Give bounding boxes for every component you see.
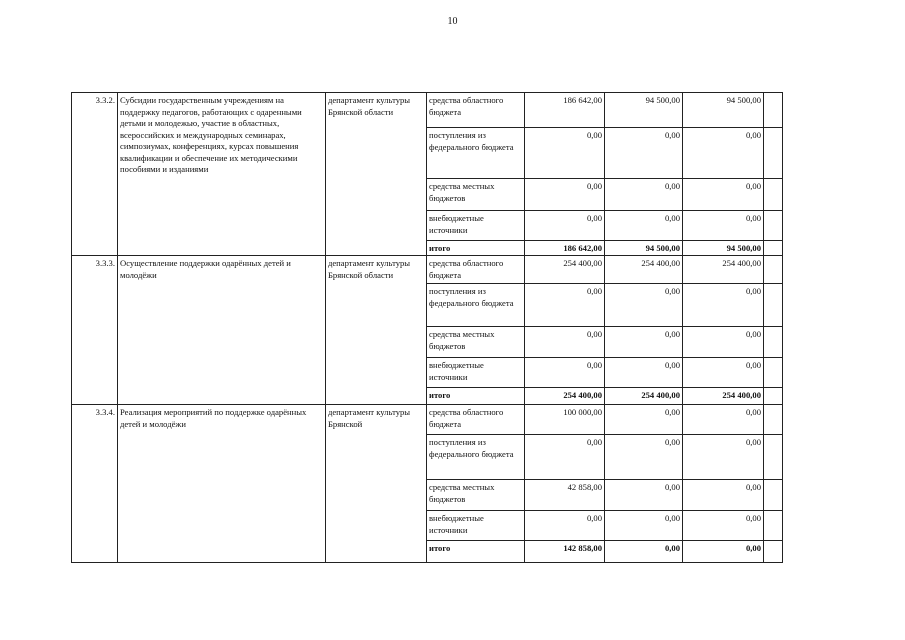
empty-cell	[764, 93, 783, 128]
value-cell: 94 500,00	[605, 93, 683, 128]
total-value: 94 500,00	[683, 241, 764, 256]
item-name: Субсидии государственным учреждениям на поддержку педагогов, работающих с одаренными детьми и молодежью, участие в областных, всероссийских и международных семинарах, симпозиумах, конференциях, курсах повышения квалификации и обеспечение их методическими пособиями и изданиями	[118, 93, 326, 256]
value-cell: 0,00	[683, 435, 764, 480]
empty-cell	[764, 211, 783, 241]
source-label: поступления из федерального бюджета	[427, 128, 525, 179]
empty-cell	[764, 179, 783, 211]
value-cell: 0,00	[683, 211, 764, 241]
table-row	[72, 256, 783, 284]
value-cell: 186 642,00	[525, 93, 605, 128]
value-cell: 0,00	[605, 284, 683, 327]
table-row	[72, 405, 783, 435]
empty-cell	[764, 327, 783, 358]
source-label: внебюджетные источники	[427, 358, 525, 388]
total-value: 186 642,00	[525, 241, 605, 256]
item-department: департамент культуры Брянской области	[326, 93, 427, 256]
item-name: Реализация мероприятий по поддержке одарённых детей и молодёжи	[118, 405, 326, 563]
value-cell: 0,00	[605, 435, 683, 480]
value-cell: 0,00	[525, 284, 605, 327]
value-cell: 0,00	[683, 327, 764, 358]
empty-cell	[764, 541, 783, 563]
source-label: средства местных бюджетов	[427, 480, 525, 511]
source-label: средства областного бюджета	[427, 405, 525, 435]
empty-cell	[764, 388, 783, 405]
empty-cell	[764, 284, 783, 327]
value-cell: 100 000,00	[525, 405, 605, 435]
total-label: итого	[427, 388, 525, 405]
source-label: средства областного бюджета	[427, 93, 525, 128]
total-value: 254 400,00	[683, 388, 764, 405]
source-label: поступления из федерального бюджета	[427, 284, 525, 327]
value-cell: 0,00	[683, 358, 764, 388]
total-value: 0,00	[683, 541, 764, 563]
value-cell: 0,00	[605, 405, 683, 435]
total-value: 254 400,00	[525, 388, 605, 405]
value-cell: 0,00	[525, 211, 605, 241]
item-code: 3.3.4.	[72, 405, 118, 563]
page-number: 10	[447, 16, 458, 27]
table-row	[72, 93, 783, 128]
total-label: итого	[427, 541, 525, 563]
value-cell: 94 500,00	[683, 93, 764, 128]
total-value: 142 858,00	[525, 541, 605, 563]
value-cell: 0,00	[605, 211, 683, 241]
empty-cell	[764, 128, 783, 179]
value-cell: 0,00	[605, 327, 683, 358]
value-cell: 0,00	[683, 179, 764, 211]
value-cell: 0,00	[525, 435, 605, 480]
source-label: средства местных бюджетов	[427, 327, 525, 358]
total-value: 94 500,00	[605, 241, 683, 256]
value-cell: 254 400,00	[605, 256, 683, 284]
empty-cell	[764, 358, 783, 388]
item-name: Осуществление поддержки одарённых детей и молодёжи	[118, 256, 326, 405]
budget-table	[71, 92, 783, 563]
value-cell: 0,00	[605, 480, 683, 511]
value-cell: 0,00	[525, 128, 605, 179]
source-label: внебюджетные источники	[427, 211, 525, 241]
empty-cell	[764, 435, 783, 480]
value-cell: 0,00	[683, 511, 764, 541]
value-cell: 0,00	[605, 128, 683, 179]
item-department: департамент культуры Брянской области	[326, 256, 427, 405]
source-label: средства областного бюджета	[427, 256, 525, 284]
value-cell: 0,00	[525, 179, 605, 211]
source-label: внебюджетные источники	[427, 511, 525, 541]
value-cell: 0,00	[683, 480, 764, 511]
value-cell: 0,00	[525, 327, 605, 358]
value-cell: 0,00	[683, 405, 764, 435]
item-code: 3.3.3.	[72, 256, 118, 405]
value-cell: 42 858,00	[525, 480, 605, 511]
value-cell: 254 400,00	[683, 256, 764, 284]
value-cell: 0,00	[605, 358, 683, 388]
item-department: департамент культуры Брянской	[326, 405, 427, 563]
source-label: поступления из федерального бюджета	[427, 435, 525, 480]
total-label: итого	[427, 241, 525, 256]
empty-cell	[764, 480, 783, 511]
value-cell: 0,00	[525, 511, 605, 541]
value-cell: 254 400,00	[525, 256, 605, 284]
value-cell: 0,00	[605, 179, 683, 211]
value-cell: 0,00	[605, 511, 683, 541]
total-value: 0,00	[605, 541, 683, 563]
value-cell: 0,00	[525, 358, 605, 388]
source-label: средства местных бюджетов	[427, 179, 525, 211]
value-cell: 0,00	[683, 128, 764, 179]
empty-cell	[764, 241, 783, 256]
item-code: 3.3.2.	[72, 93, 118, 256]
value-cell: 0,00	[683, 284, 764, 327]
total-value: 254 400,00	[605, 388, 683, 405]
empty-cell	[764, 256, 783, 284]
empty-cell	[764, 511, 783, 541]
empty-cell	[764, 405, 783, 435]
